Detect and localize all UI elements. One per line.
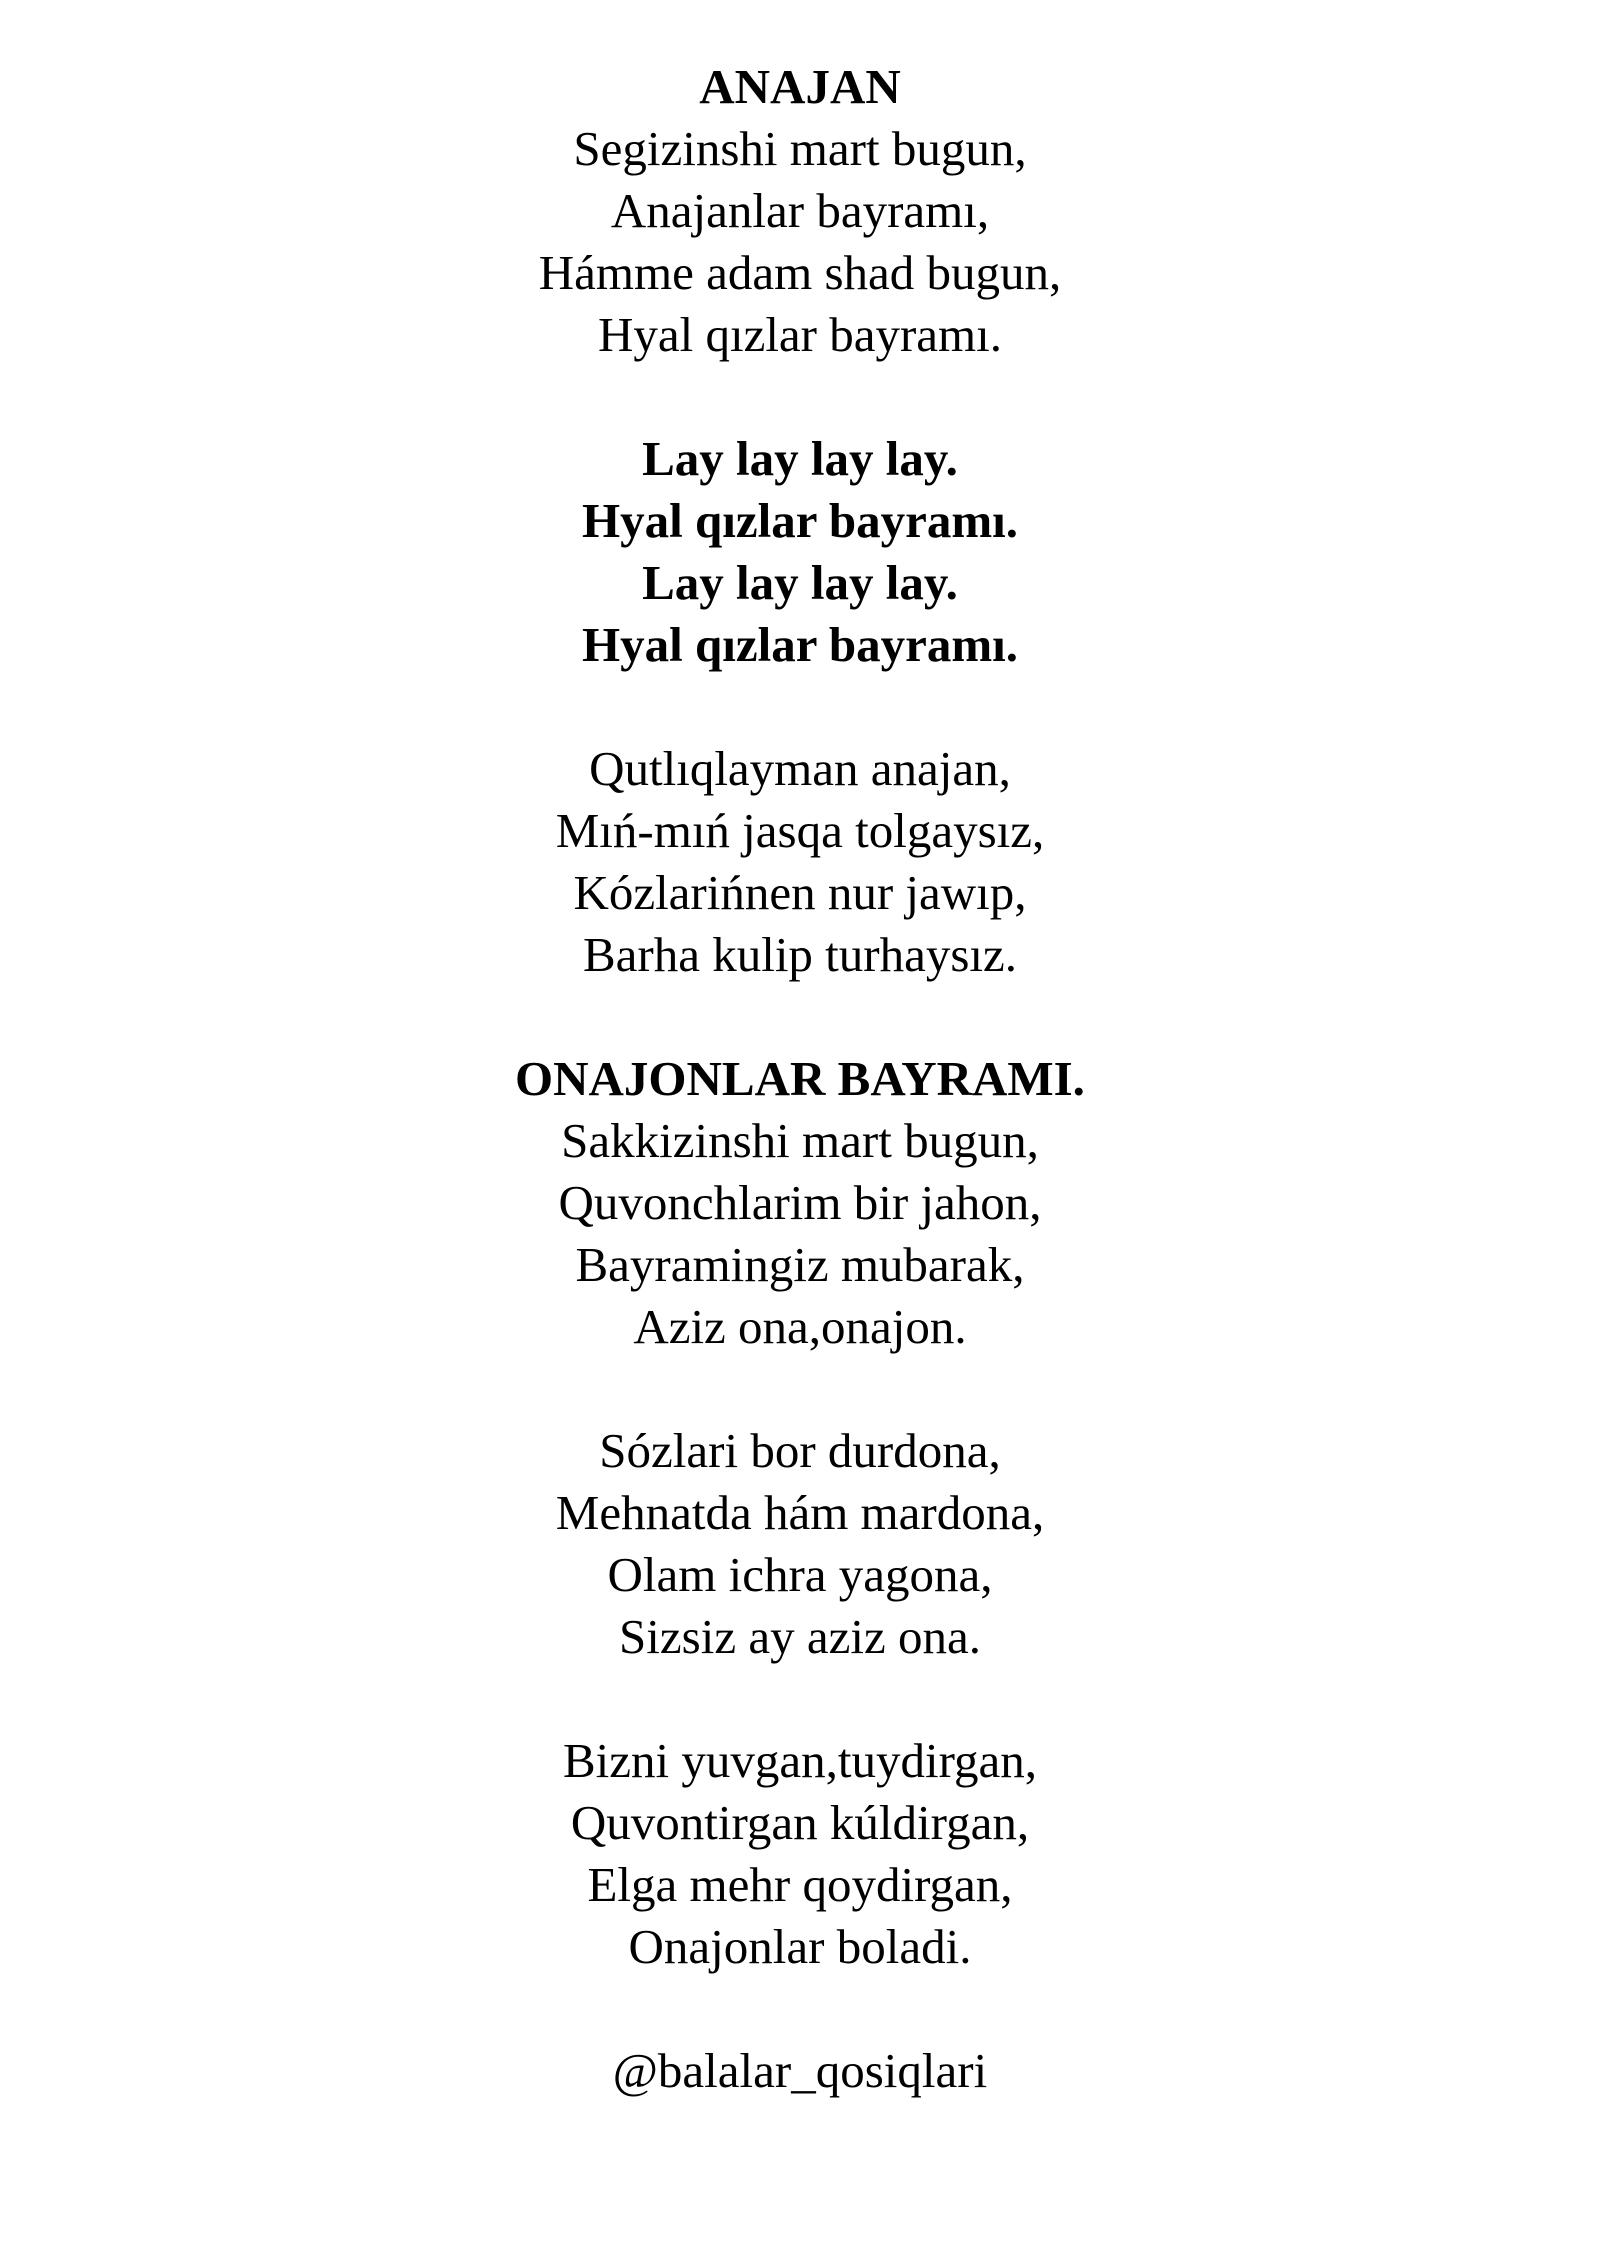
verse-line: Olam ichra yagona, xyxy=(607,1547,993,1602)
verse-line: Hámme adam shad bugun, xyxy=(538,245,1062,300)
channel-handle: @balalar_qosiqlari xyxy=(612,2043,988,2098)
verse-line: Mehnatda hám mardona, xyxy=(555,1485,1045,1540)
verse-line: Quvonchlarim bir jahon, xyxy=(558,1175,1042,1230)
verse-2 xyxy=(0,738,1600,986)
song-title: ANAJAN xyxy=(699,59,901,114)
stanza-gap xyxy=(0,1668,1600,1730)
verse-line: Barha kulip turhaysız. xyxy=(582,927,1018,982)
verse-line: Aziz ona,onajon. xyxy=(633,1299,967,1354)
verse-line: Mıń-mıń jasqa tolgaysız, xyxy=(555,803,1045,858)
song-title: ONAJONLAR BAYRAMI. xyxy=(515,1051,1085,1106)
verse-line: Kózlarińnen nur jawıp, xyxy=(573,865,1027,920)
verse-line: Onajonlar boladi. xyxy=(628,1919,972,1974)
verse-1 xyxy=(0,1110,1600,1358)
song-anajan xyxy=(0,56,1600,986)
chorus-line: Hyal qızlar bayramı. xyxy=(582,617,1018,672)
verse-line: Sizsiz ay aziz ona. xyxy=(619,1609,981,1664)
stanza-gap xyxy=(0,1358,1600,1420)
chorus xyxy=(0,428,1600,676)
chorus-line: Hyal qızlar bayramı. xyxy=(582,493,1018,548)
verse-line: Elga mehr qoydirgan, xyxy=(587,1857,1013,1912)
verse-line: Sakkizinshi mart bugun, xyxy=(561,1113,1039,1168)
verse-line: Anajanlar bayramı, xyxy=(610,183,990,238)
stanza-gap xyxy=(0,986,1600,1048)
verse-line: Bayramingiz mubarak, xyxy=(575,1237,1025,1292)
stanza-gap xyxy=(0,366,1600,428)
verse-line: Quvontirgan kúldirgan, xyxy=(570,1795,1030,1850)
verse-1 xyxy=(0,118,1600,366)
verse-line: Segizinshi mart bugun, xyxy=(573,121,1027,176)
verse-line: Qutlıqlayman anajan, xyxy=(589,741,1011,796)
verse-line: Hyal qızlar bayramı. xyxy=(597,307,1003,362)
chorus-line: Lay lay lay lay. xyxy=(642,555,958,610)
verse-2 xyxy=(0,1420,1600,1668)
verse-line: Sózlari bor durdona, xyxy=(599,1423,1001,1478)
stanza-gap xyxy=(0,676,1600,738)
verse-3 xyxy=(0,1730,1600,1978)
verse-line: Bizni yuvgan,tuydirgan, xyxy=(562,1733,1038,1788)
song-onajonlar-bayrami xyxy=(0,1048,1600,1978)
stanza-gap xyxy=(0,1978,1600,2040)
chorus-line: Lay lay lay lay. xyxy=(642,431,958,486)
